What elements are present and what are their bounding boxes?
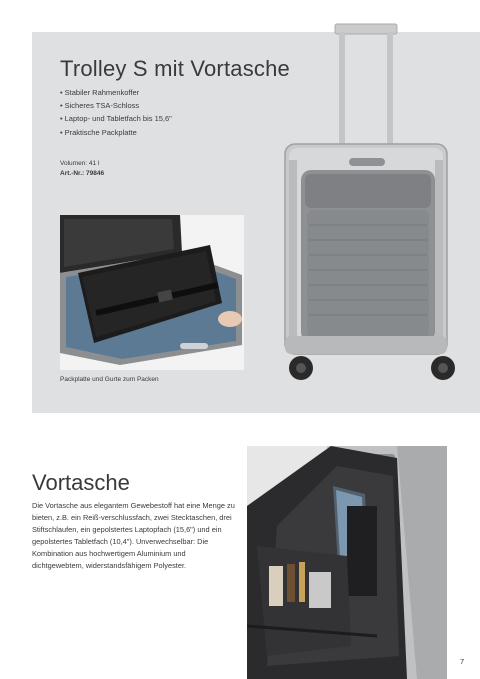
packing-plate-illustration [60,215,244,370]
packing-plate-photo [60,215,244,370]
section-title: Vortasche [32,470,130,495]
front-pocket-illustration [247,446,447,679]
packing-plate-caption: Packplatte und Gurte zum Packen [60,376,159,383]
volume-text: Volumen: 41 l [60,160,100,167]
feature-item: • Sicheres TSA-Schloss [60,99,172,112]
article-number: Art.-Nr.: 79846 [60,170,105,177]
section-text: Die Vortasche aus elegantem Gewebestoff hat eine Menge zu bieten, z.B. ein Reiß-verschlussfach, zwei Stecktaschen, drei Stiftschlaufen, ein gepolstertes Laptopfach (15,6") und ein gepolstertes Tabletfach (10,4"). Unverwechselbar: Die Kombination aus hochwertigem Aluminium und dichtgewebtem, widerstandsfähigem Polyester. [32,501,235,570]
trolley-illustration [275,20,475,390]
feature-item: • Praktische Packplatte [60,126,172,139]
front-pocket-photo [247,446,447,679]
trolley-photo [275,20,475,390]
feature-list [60,86,172,139]
page-number: 7 [460,657,465,666]
product-specs [60,159,104,179]
feature-item: • Laptop- und Tabletfach bis 15,6" [60,112,172,125]
product-title: Trolley S mit Vortasche [60,56,290,81]
feature-item: • Stabiler Rahmenkoffer [60,86,172,99]
